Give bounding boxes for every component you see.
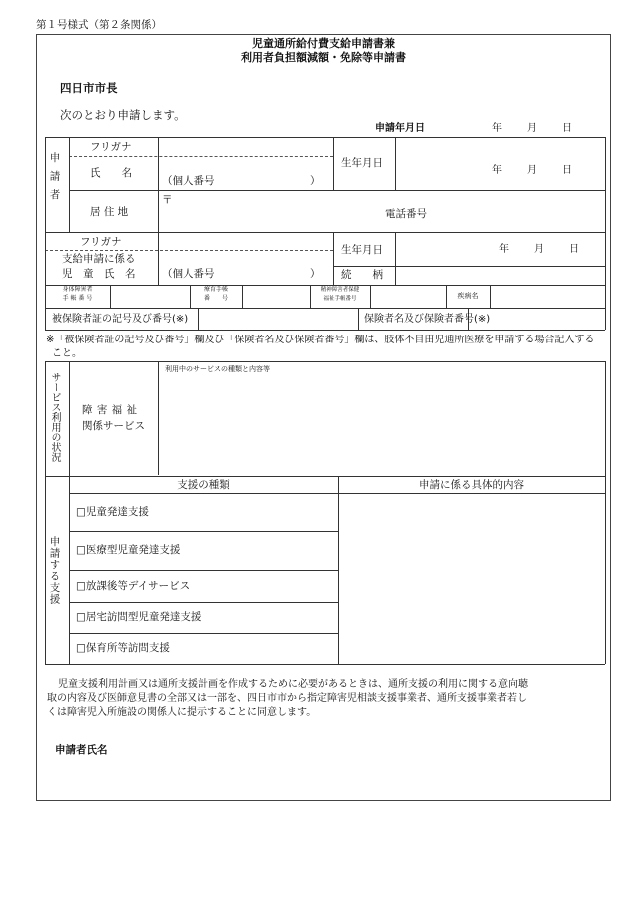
child-furigana-label: フリガナ [80, 236, 122, 248]
form-title-line2: 利用者負担額減額・免除等申請書 [241, 51, 406, 64]
addressee: 四日市市長 [60, 81, 118, 95]
service-category-label-1: 障 害 福 祉 [82, 404, 138, 416]
support-option-nursery-visit[interactable]: □保育所等訪問支援 [76, 642, 170, 654]
applicant-birth-label: 生年月日 [341, 157, 383, 169]
child-birth-year: 年 [499, 244, 509, 255]
ryoiku-cert-label-1: 療育手帳 [203, 286, 228, 293]
support-option-child-development[interactable]: □児童発達支援 [76, 506, 149, 518]
mental-cert-label-2: 福祉手帳番号 [323, 296, 357, 302]
child-relation-label: 続 柄 [341, 269, 383, 281]
applicant-birth-year: 年 [492, 165, 502, 176]
consent-line-3: くは障害児入所施設の関係人に提示することに同意します。 [47, 707, 317, 718]
service-status-section-label: サービス利用の状況 [49, 372, 60, 462]
signature-label: 申請者氏名 [55, 744, 108, 756]
disease-label: 疾病名 [457, 292, 479, 300]
applicant-furigana-label: フリガナ [90, 141, 132, 153]
support-option-medical-child-development[interactable]: □医療型児童発達支援 [76, 544, 181, 556]
intro-text: 次のとおり申請します。 [60, 108, 186, 122]
application-date-year: 年 [492, 123, 502, 134]
consent-line-1: 児童支援利用計画又は通所支援計画を作成するために必要があるときは、通所支援の利用に関する意向聴 [58, 679, 528, 690]
ryoiku-cert-label-2: 番 号 [203, 295, 228, 302]
applicant-individual-number-label: （個人番号 [162, 175, 215, 187]
support-detail-header: 申請に係る具体的内容 [419, 479, 524, 491]
child-name-label-2: 児 童 氏 名 [62, 268, 136, 280]
applicant-paren-close: ） [310, 175, 321, 187]
mental-cert-label-1: 精神障害者保健 [320, 287, 360, 293]
application-date-day: 日 [562, 123, 572, 134]
service-content-hint: 利用中のサービスの種類と内容等 [165, 365, 270, 373]
insured-number-label: 被保険者証の記号及び番号(※) [52, 314, 189, 325]
consent-line-2: 取の内容及び医師意見書の全部又は一部を、四日市市から指定障害児相談支援事業者、通所支援事業者若し [47, 693, 527, 704]
note-line-2: こと。 [52, 348, 82, 359]
child-paren-close: ） [310, 268, 321, 280]
child-birth-label: 生年月日 [341, 244, 383, 256]
applicant-section-label: 申請者 [48, 152, 61, 208]
support-type-header: 支援の種類 [177, 479, 230, 491]
child-name-label-1: 支給申請に係る [62, 253, 136, 265]
applicant-birth-day: 日 [562, 165, 572, 176]
phone-label: 電話番号 [385, 208, 427, 220]
physical-cert-label-1: 身体障害者 [62, 286, 93, 293]
support-option-home-visit-child-development[interactable]: □居宅訪問型児童発達支援 [76, 611, 202, 623]
applicant-name-label: 氏 名 [90, 167, 132, 179]
service-category-label-2: 関係サービス [82, 420, 145, 432]
postal-mark: 〒 [162, 194, 173, 206]
applicant-address-label: 居 住 地 [90, 206, 129, 218]
child-birth-month: 月 [534, 244, 544, 255]
child-individual-number-label: （個人番号 [162, 268, 215, 280]
support-section-label: 申請する支援 [48, 536, 61, 605]
form-title-line1: 児童通所給付費支給申請書兼 [252, 37, 395, 50]
application-date-month: 月 [527, 123, 537, 134]
application-date-label: 申請年月日 [375, 123, 425, 134]
applicant-birth-month: 月 [527, 165, 537, 176]
insurer-label: 保険者名及び保険者番号(※) [364, 314, 491, 325]
form-number: 第１号様式（第２条関係） [36, 19, 162, 31]
physical-cert-label-2: 手 帳 番 号 [62, 295, 93, 302]
support-option-after-school-day-service[interactable]: □放課後等デイサービス [76, 580, 191, 592]
note-line-1: ※「被保険者証の記号及び番号」欄及び「保険者名及び保険者番号」欄は、肢体不自由児通所医療を申請する場合記入する [46, 335, 595, 345]
child-birth-day: 日 [569, 244, 579, 255]
